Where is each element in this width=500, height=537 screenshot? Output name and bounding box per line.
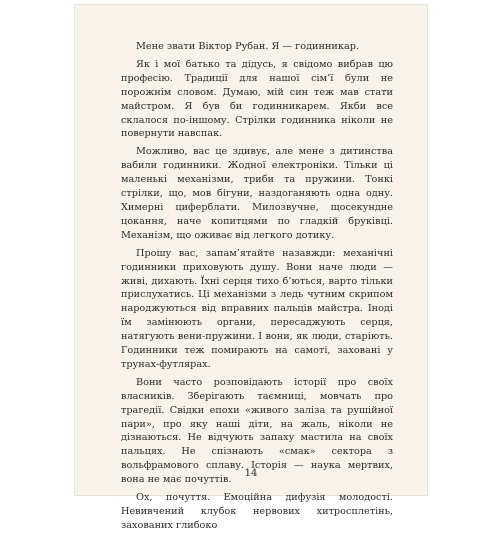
- paragraph-6: Ох, почуття. Емоційна дифузія молодості. Невивчений клубок нервових хитросплетінь, захованих глибоко: [121, 492, 393, 531]
- paragraph-2: Як і мої батько та дідусь, я свідомо вибрав цю професію. Традиції для нашої сім’ї були не порожнім словом. Думаю, мій син теж мав стати майстром. Я був би годинникарем. Якби все склалося по-іншому. Стрілки годинника ніколи не повернути навспак.: [121, 58, 393, 140]
- paragraph-3: Можливо, вас це здивує, але мене з дитинства вабили годинники. Жодної електроніки. Тільки ці маленькі механізми, триби та пружини. Тонкі стрілки, що, мов бігуни, наздоганяють одна одну. Химерні циферблати. Милозвучне, щосекундне цокання, наче копитцями по гладкій бруківці. Механізм, що оживає від легкого дотику.: [121, 146, 393, 241]
- paragraph-4: Прошу вас, запам’ятайте назавжди: механічні годинники приховують душу. Вони наче люди — живі, дихають. Їхні серця тихо б’ються, варто тільки прислухатись. Ці механізми з ледь чутним скрипом народжуються від вправних пальців майстра. Іноді їм замінюють органи, пересаджують серця, натягують вени-пружини. І вони, як люди, старіють. Годинники теж помирають на самоті, заховані у трунах-футлярах.: [121, 247, 393, 370]
- body-text: [121, 40, 393, 537]
- page-number: 14: [244, 468, 258, 479]
- book-page: [75, 5, 427, 531]
- paragraph-5: Вони часто розповідають історії про своїх власників. Зберігають таємниці, мовчать про трагедії. Свідки епохи «живого заліза та рушійної пари», про яку наші діти, на жаль, ніколи не дізнаються. Не відчують запаху мастила на своїх пальцях. Не спізнають «смак» сектора з вольфрамового сплаву. Історія — наука мертвих, вона не має почуттів.: [121, 376, 393, 486]
- paragraph-1: Мене звати Віктор Рубан. Я — годинникар.: [136, 41, 359, 52]
